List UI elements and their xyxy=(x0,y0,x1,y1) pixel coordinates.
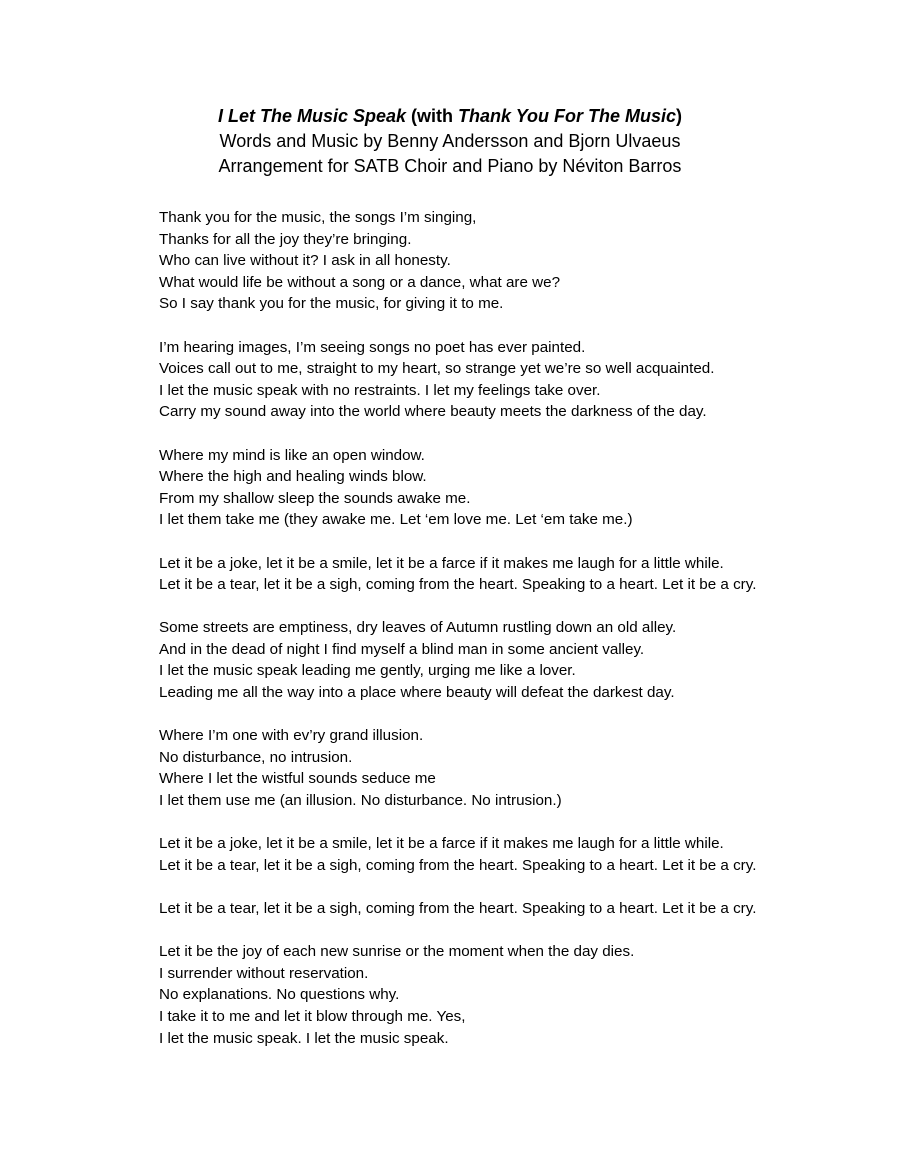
lyric-line: No explanations. No questions why. xyxy=(159,986,400,1004)
lyric-line: Carry my sound away into the world where beauty meets the darkness of the day. xyxy=(159,403,707,421)
lyric-line: Let it be the joy of each new sunrise or the moment when the day dies. xyxy=(159,943,635,961)
stanza xyxy=(159,207,859,315)
lyric-line: I let the music speak with no restraints. I let my feelings take over. xyxy=(159,381,601,399)
lyric-line: I let them use me (an illusion. No disturbance. No intrusion.) xyxy=(159,792,562,810)
lyric-line: Some streets are emptiness, dry leaves of Autumn rustling down an old alley. xyxy=(159,619,677,637)
lyric-line: Who can live without it? I ask in all honesty. xyxy=(159,252,451,270)
lyric-line: Let it be a joke, let it be a smile, let it be a farce if it makes me laugh for a little while. xyxy=(159,835,724,853)
lyric-line: I’m hearing images, I’m seeing songs no poet has ever painted. xyxy=(159,338,586,356)
stanza xyxy=(159,445,859,531)
title-with: (with xyxy=(406,106,459,126)
document-header xyxy=(0,104,900,179)
title-close: ) xyxy=(676,106,683,126)
lyric-line: I let the music speak. I let the music speak. xyxy=(159,1029,449,1047)
title-main: I Let The Music Speak xyxy=(217,106,407,126)
lyric-line: And in the dead of night I find myself a blind man in some ancient valley. xyxy=(159,640,645,658)
song-title xyxy=(0,104,900,129)
stanza xyxy=(159,337,859,423)
lyric-line: Let it be a joke, let it be a smile, let it be a farce if it makes me laugh for a little while. xyxy=(159,554,724,572)
stanza xyxy=(159,941,859,1049)
lyric-line: I surrender without reservation. xyxy=(159,964,369,982)
stanza xyxy=(159,725,859,811)
lyric-line: Let it be a tear, let it be a sigh, coming from the heart. Speaking to a heart. Let it be a cry. xyxy=(159,900,757,917)
arrangement-line: Arrangement for SATB Choir and Piano by Néviton Barros xyxy=(218,156,682,176)
lyric-line: Where I’m one with ev’ry grand illusion. xyxy=(159,727,424,745)
stanza xyxy=(159,898,859,920)
title-medley: Thank You For The Music xyxy=(458,106,677,126)
lyric-line: Where my mind is like an open window. xyxy=(159,446,425,464)
lyric-line: Thank you for the music, the songs I’m singing, xyxy=(159,209,477,226)
stanza xyxy=(159,553,859,596)
lyric-line: Let it be a tear, let it be a sigh, coming from the heart. Speaking to a heart. Let it be a cry. xyxy=(159,856,757,874)
lyric-line: Where I let the wistful sounds seduce me xyxy=(159,770,436,788)
lyric-line: I let them take me (they awake me. Let ‘em love me. Let ‘em take me.) xyxy=(159,511,633,529)
stanza xyxy=(159,617,859,703)
lyric-line: Let it be a tear, let it be a sigh, coming from the heart. Speaking to a heart. Let it be a cry. xyxy=(159,576,757,594)
lyric-line: No disturbance, no intrusion. xyxy=(159,748,353,766)
lyric-line: What would life be without a song or a dance, what are we? xyxy=(159,273,561,291)
lyric-line: Where the high and healing winds blow. xyxy=(159,468,427,486)
stanza xyxy=(159,833,859,876)
lyric-line: I take it to me and let it blow through me. Yes, xyxy=(159,1007,466,1025)
lyric-line: Thanks for all the joy they’re bringing. xyxy=(159,230,412,248)
lyrics-body xyxy=(159,207,859,1071)
lyric-line: So I say thank you for the music, for giving it to me. xyxy=(159,295,504,313)
lyric-line: I let the music speak leading me gently, urging me like a lover. xyxy=(159,662,576,680)
lyric-line: Leading me all the way into a place where beauty will defeat the darkest day. xyxy=(159,684,675,702)
lyric-line: Voices call out to me, straight to my heart, so strange yet we’re so well acquainted. xyxy=(159,360,715,378)
lyric-line: From my shallow sleep the sounds awake me. xyxy=(159,489,471,507)
credit-line: Words and Music by Benny Andersson and Bjorn Ulvaeus xyxy=(219,131,681,151)
